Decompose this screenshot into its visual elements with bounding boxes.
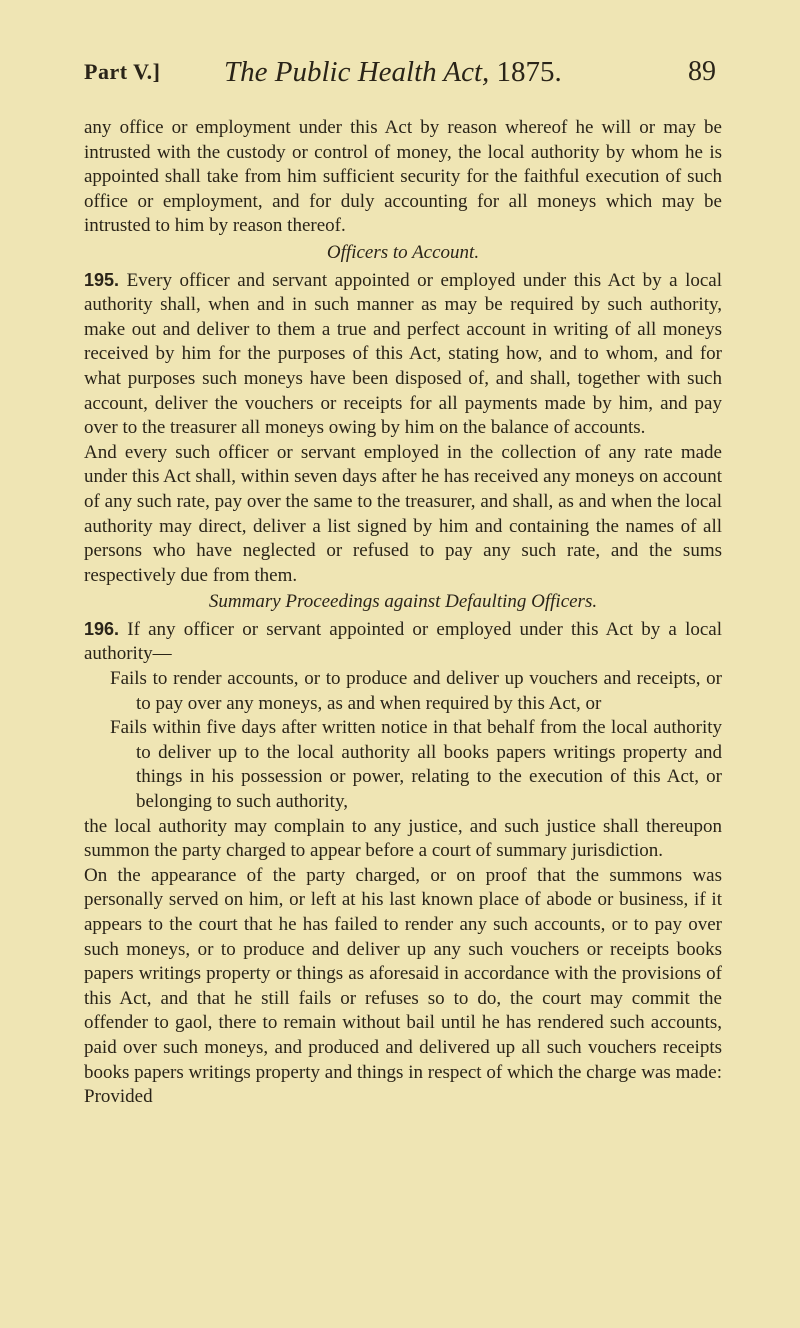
section-196-item-1: Fails to render accounts, or to produce and deliver up vouchers and receipts, or to pay over any moneys, as and when required by this Act, or: [110, 668, 722, 714]
running-title-year: 1875.: [496, 56, 562, 88]
section-195-text: Every officer and servant appointed or employed under this Act by a local authority shall, when and in such manner as may be required by such authority, make out and deliver to them a true and perfect account in writing of all moneys received by him for the purposes of this Act, stating how, and to whom, and for what purposes such moneys have been disposed of, and shall, together with such account, deliver the vouchers or receipts for all payments made by him, and pay over to the treasurer all moneys owing by him on the balance of accounts.: [84, 269, 722, 439]
body-text: [84, 116, 722, 1110]
section-196: [84, 617, 722, 667]
section-number-195: 195.: [84, 269, 120, 290]
section-195: [84, 268, 722, 441]
section-heading-summary-proceedings: Summary Proceedings against Defaulting Officers.: [208, 591, 598, 613]
section-195-second-paragraph: And every such officer or servant employed in the collection of any rate made under this Act shall, within seven days after he has received any moneys on account of any such rate, pay over the same to the treasurer, and shall, as and when the local authority may direct, deliver a list signed by him and containing the names of all persons who have neglected or refused to pay any such rate, and the sums respectively due from them.: [84, 441, 722, 586]
page-number: 89: [688, 56, 716, 87]
running-title: [224, 50, 562, 94]
running-title-text: The Public Health Act,: [224, 56, 490, 88]
section-number-196: 196.: [84, 618, 120, 639]
section-heading-officers-to-account: Officers to Account.: [326, 241, 480, 263]
section-196-item-2: Fails within five days after written notice in that behalf from the local authority to deliver up to the local authority all books papers writings property and things in his possession or power, relating to the execution of this Act, or belonging to such authority,: [110, 717, 722, 813]
paragraph-continuation: any office or employment under this Act by reason whereof he will or may be intrusted with the custody or control of money, the local authority by whom he is appointed shall take from him sufficient security for the faithful execution of such office or employment, and for duly accounting for all moneys which may be intrusted to him by reason thereof.: [84, 117, 722, 237]
part-label: Part V.]: [84, 59, 161, 84]
section-196-consequence: the local authority may complain to any justice, and such justice shall thereupon summon the party charged to appear before a court of summary jurisdiction.: [84, 815, 722, 862]
section-196-text: If any officer or servant appointed or employed under this Act by a local authority—: [84, 618, 722, 665]
running-head: [84, 50, 716, 94]
section-196-final-paragraph: On the appearance of the party charged, or on proof that the summons was personally served on him, or left at his last known place of abode or business, if it appears to the court that he has failed to render any such accounts, or to pay over such moneys, or to produce and deliver up any such vouchers or receipts books papers writings property or things as aforesaid in accordance with the provisions of this Act, and that he still fails or refuses so to do, the court may commit the offender to gaol, there to remain without bail until he has rendered such accounts, paid over such moneys, and produced and delivered up all such vouchers receipts books papers writings property and things in respect of which the charge was made: Provided: [84, 864, 722, 1108]
